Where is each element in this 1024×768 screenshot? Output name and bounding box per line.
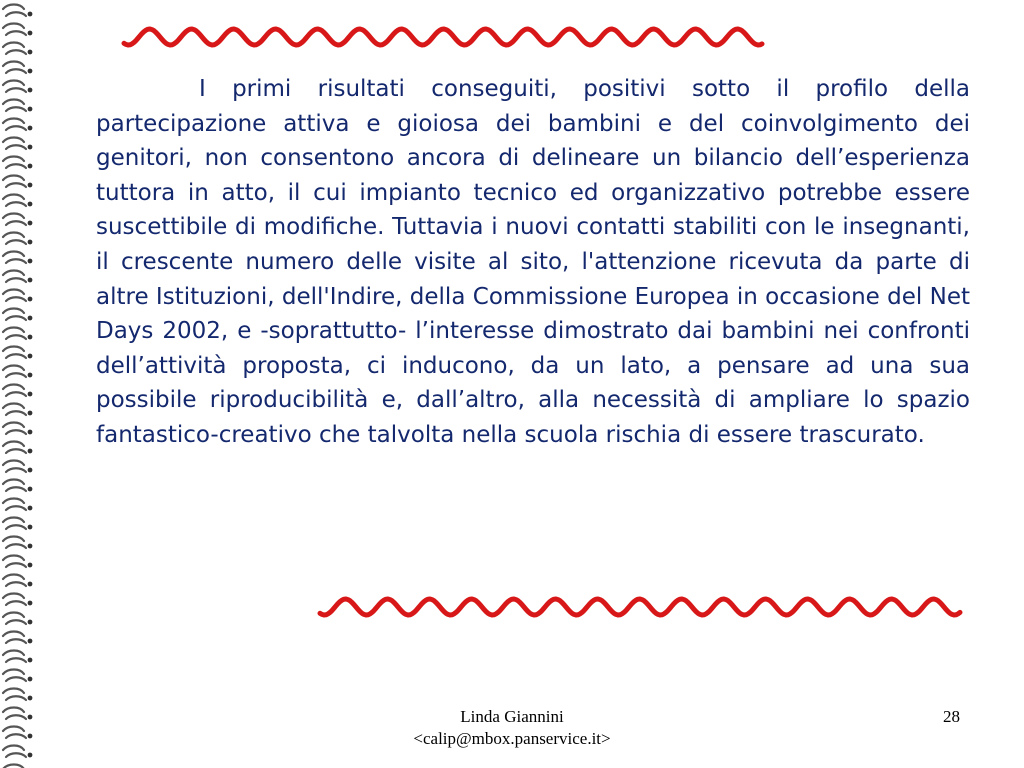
spiral-coil <box>3 43 26 55</box>
spiral-coil <box>3 214 26 226</box>
spiral-coil <box>3 423 26 435</box>
spiral-hole <box>28 563 33 568</box>
spiral-hole <box>28 12 33 17</box>
spiral-hole <box>28 107 33 112</box>
spiral-hole <box>28 354 33 359</box>
spiral-coil <box>3 746 26 758</box>
spiral-coil <box>3 290 26 302</box>
spiral-coil <box>3 708 26 720</box>
top-wavy-divider <box>118 20 768 54</box>
spiral-coil <box>3 119 26 131</box>
spiral-coil <box>3 347 26 359</box>
spiral-hole <box>28 582 33 587</box>
spiral-hole <box>28 639 33 644</box>
spiral-coil <box>3 24 26 36</box>
spiral-coil <box>3 670 26 682</box>
spiral-hole <box>28 734 33 739</box>
spiral-hole <box>28 297 33 302</box>
spiral-hole <box>28 449 33 454</box>
spiral-coil <box>3 651 26 663</box>
spiral-hole <box>28 164 33 169</box>
spiral-coil <box>3 765 26 768</box>
spiral-hole <box>28 202 33 207</box>
spiral-hole <box>28 658 33 663</box>
spiral-hole <box>28 50 33 55</box>
spiral-coil <box>3 5 26 17</box>
spiral-hole <box>28 544 33 549</box>
spiral-hole <box>28 753 33 758</box>
spiral-coil <box>3 62 26 74</box>
spiral-coil <box>3 404 26 416</box>
wave-line <box>320 599 960 615</box>
spiral-coil <box>3 537 26 549</box>
spiral-coil <box>3 480 26 492</box>
spiral-coil <box>3 385 26 397</box>
spiral-hole <box>28 411 33 416</box>
spiral-coil <box>3 366 26 378</box>
spiral-coil <box>3 594 26 606</box>
bottom-wavy-divider <box>314 590 966 624</box>
spiral-hole <box>28 506 33 511</box>
spiral-coil <box>3 518 26 530</box>
page-number: 28 <box>943 707 960 726</box>
spiral-coil <box>3 613 26 625</box>
body-paragraph: I primi risultati conseguiti, positivi sotto il profilo della partecipazione attiva e gioiosa dei bambini e del coinvolgimento dei genitori, non consentono ancora di delineare un bilancio dell’esperienza tuttora in atto, il cui impianto tecnico ed organizzativo potrebbe essere suscettibile di modifiche. Tuttavia i nuovi contatti stabiliti con le insegnanti, il crescente numero delle visite al sito, l'attenzione ricevuta da parte di altre Istituzioni, dell'Indire, della Commissione Europea in occasione del Net Days 2002, e -soprattutto- l’interesse dimostrato dai bambini nei confronti dell’attività proposta, ci inducono, da un lato, a pensare ad una sua possibile riproducibilità e, dall’altro, alla necessità di ampliare lo spazio fantastico-creativo che talvolta nella scuola rischia di essere trascurato. <box>96 76 970 448</box>
spiral-hole <box>28 335 33 340</box>
spiral-hole <box>28 620 33 625</box>
spiral-coil <box>3 81 26 93</box>
spiral-hole <box>28 430 33 435</box>
spiral-coil <box>3 100 26 112</box>
footer-author <box>380 706 644 750</box>
spiral-hole <box>28 221 33 226</box>
spiral-hole <box>28 240 33 245</box>
spiral-hole <box>28 88 33 93</box>
spiral-hole <box>28 316 33 321</box>
spiral-coil <box>3 176 26 188</box>
spiral-coil <box>3 328 26 340</box>
spiral-coil <box>3 632 26 644</box>
spiral-hole <box>28 373 33 378</box>
spiral-coil <box>3 157 26 169</box>
spiral-coil <box>3 575 26 587</box>
spiral-hole <box>28 183 33 188</box>
spiral-coil <box>3 271 26 283</box>
spiral-coil <box>3 499 26 511</box>
spiral-binding-icon <box>0 0 40 768</box>
spiral-coil <box>3 556 26 568</box>
spiral-coil <box>3 461 26 473</box>
spiral-coil <box>3 195 26 207</box>
spiral-coil <box>3 138 26 150</box>
spiral-hole <box>28 696 33 701</box>
spiral-hole <box>28 145 33 150</box>
spiral-coil <box>3 252 26 264</box>
spiral-coil <box>3 309 26 321</box>
spiral-hole <box>28 31 33 36</box>
spiral-hole <box>28 69 33 74</box>
spiral-hole <box>28 715 33 720</box>
author-email: <calip@mbox.panservice.it> <box>413 729 611 748</box>
spiral-coil <box>3 233 26 245</box>
spiral-hole <box>28 677 33 682</box>
spiral-hole <box>28 392 33 397</box>
spiral-hole <box>28 487 33 492</box>
spiral-hole <box>28 525 33 530</box>
spiral-hole <box>28 259 33 264</box>
spiral-hole <box>28 126 33 131</box>
wave-line <box>124 29 762 45</box>
spiral-hole <box>28 468 33 473</box>
spiral-coil <box>3 689 26 701</box>
spiral-hole <box>28 278 33 283</box>
spiral-coil <box>3 442 26 454</box>
author-name: Linda Giannini <box>460 707 564 726</box>
spiral-hole <box>28 601 33 606</box>
spiral-coil <box>3 727 26 739</box>
